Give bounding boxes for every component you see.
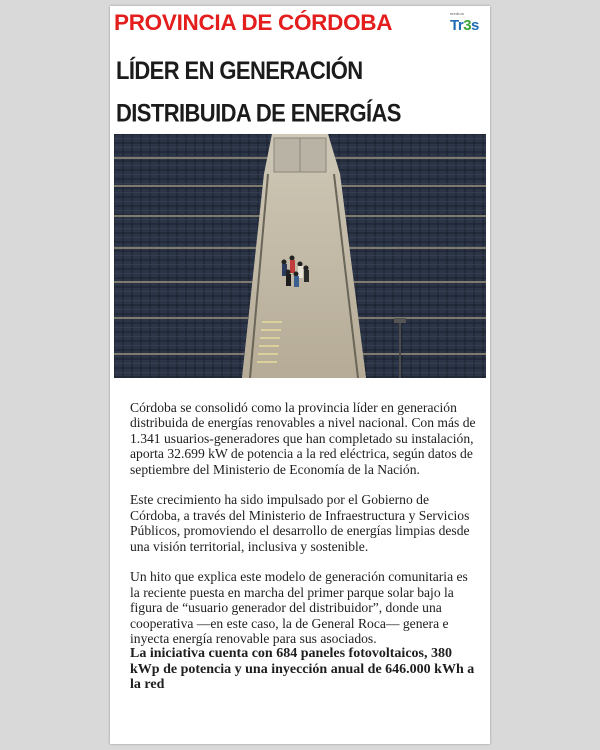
article-body <box>130 400 476 693</box>
solar-park-photo <box>114 134 486 378</box>
province-title: PROVINCIA DE CÓRDOBA <box>114 10 393 35</box>
main-headline: LÍDER EN GENERACIÓN DISTRIBUIDA DE ENERGÍAS <box>116 56 401 128</box>
article-highlight: La iniciativa cuenta con 684 paneles fotovoltaicos, 380 kWp de potencia y una inyección anual de 646.000 kWh a la red <box>130 646 475 693</box>
logo-mark: Tr3s <box>450 17 479 34</box>
tres-logo <box>450 11 484 35</box>
logo-mark-digit: 3 <box>463 17 472 34</box>
logo-caption: medios <box>450 11 465 16</box>
article-paragraph-3: Un hito que explica este modelo de generación comunitaria es la reciente puesta en marcha del primer parque solar bajo la figura de “usuario generador del distribuidor”, donde una cooperativa —en este caso, la de General Roca— genera e inyecta energía renovable para sus asociados. <box>130 569 468 647</box>
article-paragraph-2: Este crecimiento ha sido impulsado por el Gobierno de Córdoba, a través del Ministerio de Infraestructura y Servicios Públicos, promoviendo el desarrollo de energías limpias desde una visión territorial, inclusiva y sostenible. <box>130 492 470 554</box>
article-paragraph-1: Córdoba se consolidó como la provincia líder en generación distribuida de energías renovables a nivel nacional. Con más de 1.341 usuarios-generadores que han completado su instalación, aporta 32.699 kW de potencia a la red eléctrica, según datos de septiembre del Ministerio de Economía de la Nación. <box>130 400 476 477</box>
news-card <box>110 6 490 744</box>
solar-park-illustration <box>114 134 486 378</box>
